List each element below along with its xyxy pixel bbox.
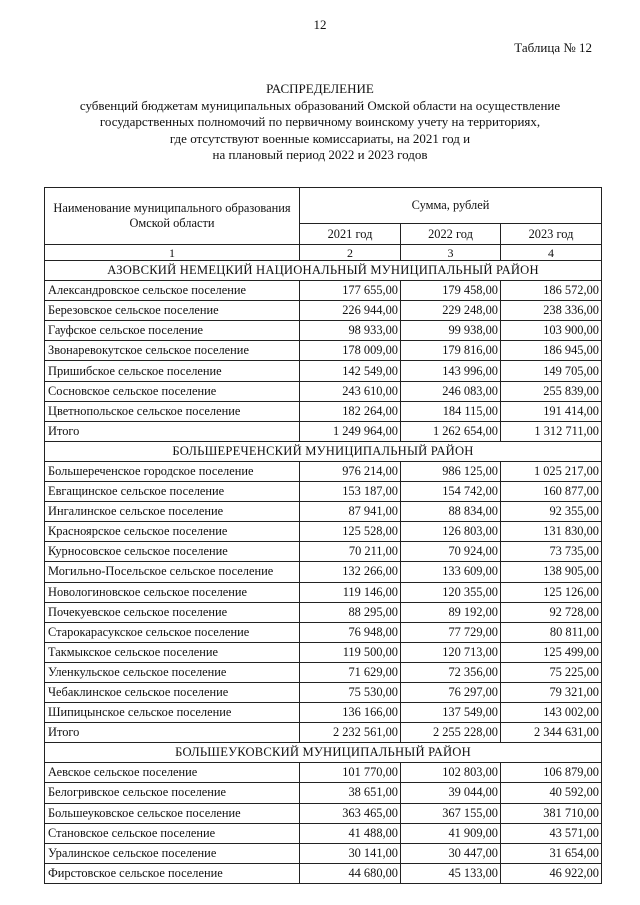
amount-cell: 44 680,00 bbox=[300, 863, 401, 883]
amount-cell: 119 146,00 bbox=[300, 582, 401, 602]
amount-cell: 191 414,00 bbox=[501, 401, 602, 421]
section-title: АЗОВСКИЙ НЕМЕЦКИЙ НАЦИОНАЛЬНЫЙ МУНИЦИПАЛЬНЫЙ РАЙОН bbox=[45, 261, 602, 281]
column-header-year: 2022 год bbox=[401, 224, 501, 245]
amount-cell: 132 266,00 bbox=[300, 562, 401, 582]
amount-cell: 70 924,00 bbox=[401, 542, 501, 562]
section-row bbox=[45, 441, 602, 461]
amount-cell: 73 735,00 bbox=[501, 542, 602, 562]
amount-cell: 92 728,00 bbox=[501, 602, 602, 622]
municipality-name: Гауфское сельское поселение bbox=[45, 321, 300, 341]
amount-cell: 1 249 964,00 bbox=[300, 421, 401, 441]
amount-cell: 72 356,00 bbox=[401, 662, 501, 682]
amount-cell: 1 025 217,00 bbox=[501, 461, 602, 481]
municipality-name: Итого bbox=[45, 421, 300, 441]
amount-cell: 125 499,00 bbox=[501, 642, 602, 662]
amount-cell: 88 295,00 bbox=[300, 602, 401, 622]
amount-cell: 143 002,00 bbox=[501, 703, 602, 723]
amount-cell: 125 126,00 bbox=[501, 582, 602, 602]
table-row bbox=[45, 301, 602, 321]
amount-cell: 126 803,00 bbox=[401, 522, 501, 542]
amount-cell: 178 009,00 bbox=[300, 341, 401, 361]
amount-cell: 71 629,00 bbox=[300, 662, 401, 682]
amount-cell: 75 530,00 bbox=[300, 682, 401, 702]
amount-cell: 76 297,00 bbox=[401, 682, 501, 702]
table-row bbox=[45, 522, 602, 542]
amount-cell: 101 770,00 bbox=[300, 763, 401, 783]
municipality-name: Большеуковское сельское поселение bbox=[45, 803, 300, 823]
municipality-name: Березовское сельское поселение bbox=[45, 301, 300, 321]
amount-cell: 70 211,00 bbox=[300, 542, 401, 562]
municipality-name: Итого bbox=[45, 723, 300, 743]
amount-cell: 30 141,00 bbox=[300, 843, 401, 863]
municipality-name: Почекуевское сельское поселение bbox=[45, 602, 300, 622]
column-header-year: 2023 год bbox=[501, 224, 602, 245]
amount-cell: 92 355,00 bbox=[501, 502, 602, 522]
amount-cell: 229 248,00 bbox=[401, 301, 501, 321]
amount-cell: 182 264,00 bbox=[300, 401, 401, 421]
table-row bbox=[45, 542, 602, 562]
amount-cell: 143 996,00 bbox=[401, 361, 501, 381]
municipality-name: Могильно-Посельское сельское поселение bbox=[45, 562, 300, 582]
document-title bbox=[0, 81, 640, 164]
municipality-name: Звонаревокутское сельское поселение bbox=[45, 341, 300, 361]
amount-cell: 79 321,00 bbox=[501, 682, 602, 702]
amount-cell: 119 500,00 bbox=[300, 642, 401, 662]
table-row bbox=[45, 703, 602, 723]
column-header-name: Наименование муниципального образования Омской области bbox=[45, 188, 300, 245]
table-row bbox=[45, 341, 602, 361]
title-line: где отсутствуют военные комиссариаты, на 2021 год и bbox=[169, 130, 471, 146]
table-row bbox=[45, 401, 602, 421]
amount-cell: 30 447,00 bbox=[401, 843, 501, 863]
total-row bbox=[45, 421, 602, 441]
amount-cell: 136 166,00 bbox=[300, 703, 401, 723]
amount-cell: 125 528,00 bbox=[300, 522, 401, 542]
table-row bbox=[45, 582, 602, 602]
municipality-name: Старокарасукское сельское поселение bbox=[45, 622, 300, 642]
amount-cell: 2 255 228,00 bbox=[401, 723, 501, 743]
amount-cell: 41 909,00 bbox=[401, 823, 501, 843]
municipality-name: Аевское сельское поселение bbox=[45, 763, 300, 783]
amount-cell: 120 355,00 bbox=[401, 582, 501, 602]
amount-cell: 149 705,00 bbox=[501, 361, 602, 381]
amount-cell: 39 044,00 bbox=[401, 783, 501, 803]
amount-cell: 1 262 654,00 bbox=[401, 421, 501, 441]
column-header-year: 2021 год bbox=[300, 224, 401, 245]
total-row bbox=[45, 723, 602, 743]
amount-cell: 2 344 631,00 bbox=[501, 723, 602, 743]
amount-cell: 986 125,00 bbox=[401, 461, 501, 481]
table-number: Таблица № 12 bbox=[514, 40, 592, 55]
municipality-name: Шипицынское сельское поселение bbox=[45, 703, 300, 723]
section-title: БОЛЬШЕУКОВСКИЙ МУНИЦИПАЛЬНЫЙ РАЙОН bbox=[45, 743, 602, 763]
amount-cell: 153 187,00 bbox=[300, 482, 401, 502]
amount-cell: 80 811,00 bbox=[501, 622, 602, 642]
municipality-name: Цветнопольское сельское поселение bbox=[45, 401, 300, 421]
table-row bbox=[45, 783, 602, 803]
column-index: 1 bbox=[45, 245, 300, 261]
amount-cell: 367 155,00 bbox=[401, 803, 501, 823]
amount-cell: 238 336,00 bbox=[501, 301, 602, 321]
municipality-name: Пришибское сельское поселение bbox=[45, 361, 300, 381]
table-row bbox=[45, 803, 602, 823]
amount-cell: 976 214,00 bbox=[300, 461, 401, 481]
municipality-name: Большереченское городское поселение bbox=[45, 461, 300, 481]
municipality-name: Красноярское сельское поселение bbox=[45, 522, 300, 542]
table-row bbox=[45, 863, 602, 883]
table-row bbox=[45, 502, 602, 522]
amount-cell: 103 900,00 bbox=[501, 321, 602, 341]
column-index: 3 bbox=[401, 245, 501, 261]
municipality-name: Евгащинское сельское поселение bbox=[45, 482, 300, 502]
municipality-name: Александровское сельское поселение bbox=[45, 281, 300, 301]
amount-cell: 243 610,00 bbox=[300, 381, 401, 401]
amount-cell: 133 609,00 bbox=[401, 562, 501, 582]
table-row bbox=[45, 843, 602, 863]
amount-cell: 98 933,00 bbox=[300, 321, 401, 341]
amount-cell: 46 922,00 bbox=[501, 863, 602, 883]
title-line: субвенций бюджетам муниципальных образований Омской области на осуществление bbox=[79, 97, 561, 113]
municipality-name: Уленкульское сельское поселение bbox=[45, 662, 300, 682]
municipality-name: Чебаклинское сельское поселение bbox=[45, 682, 300, 702]
table-body bbox=[45, 261, 602, 884]
amount-cell: 186 572,00 bbox=[501, 281, 602, 301]
amount-cell: 41 488,00 bbox=[300, 823, 401, 843]
amount-cell: 76 948,00 bbox=[300, 622, 401, 642]
municipality-name: Уралинское сельское поселение bbox=[45, 843, 300, 863]
title-line: на плановый период 2022 и 2023 годов bbox=[212, 147, 428, 162]
table-row bbox=[45, 361, 602, 381]
title-line: государственных полномочий по первичному воинскому учету на территориях, bbox=[99, 114, 541, 129]
table-row bbox=[45, 602, 602, 622]
table-row bbox=[45, 281, 602, 301]
amount-cell: 179 816,00 bbox=[401, 341, 501, 361]
amount-cell: 75 225,00 bbox=[501, 662, 602, 682]
table-row bbox=[45, 823, 602, 843]
amount-cell: 381 710,00 bbox=[501, 803, 602, 823]
table-row bbox=[45, 622, 602, 642]
amount-cell: 40 592,00 bbox=[501, 783, 602, 803]
amount-cell: 179 458,00 bbox=[401, 281, 501, 301]
table-row bbox=[45, 682, 602, 702]
amount-cell: 160 877,00 bbox=[501, 482, 602, 502]
column-header-sum: Сумма, рублей bbox=[300, 188, 602, 224]
amount-cell: 138 905,00 bbox=[501, 562, 602, 582]
amount-cell: 184 115,00 bbox=[401, 401, 501, 421]
amount-cell: 154 742,00 bbox=[401, 482, 501, 502]
municipality-name: Ингалинское сельское поселение bbox=[45, 502, 300, 522]
amount-cell: 106 879,00 bbox=[501, 763, 602, 783]
table-row bbox=[45, 381, 602, 401]
amount-cell: 137 549,00 bbox=[401, 703, 501, 723]
amount-cell: 87 941,00 bbox=[300, 502, 401, 522]
amount-cell: 99 938,00 bbox=[401, 321, 501, 341]
municipality-name: Новологиновское сельское поселение bbox=[45, 582, 300, 602]
section-title: БОЛЬШЕРЕЧЕНСКИЙ МУНИЦИПАЛЬНЫЙ РАЙОН bbox=[45, 441, 602, 461]
amount-cell: 45 133,00 bbox=[401, 863, 501, 883]
amount-cell: 89 192,00 bbox=[401, 602, 501, 622]
amount-cell: 363 465,00 bbox=[300, 803, 401, 823]
section-row bbox=[45, 743, 602, 763]
amount-cell: 38 651,00 bbox=[300, 783, 401, 803]
amount-cell: 2 232 561,00 bbox=[300, 723, 401, 743]
amount-cell: 142 549,00 bbox=[300, 361, 401, 381]
page-number: 12 bbox=[313, 17, 327, 32]
municipality-name: Становское сельское поселение bbox=[45, 823, 300, 843]
table-row bbox=[45, 662, 602, 682]
amount-cell: 102 803,00 bbox=[401, 763, 501, 783]
amount-cell: 186 945,00 bbox=[501, 341, 602, 361]
municipality-name: Фирстовское сельское поселение bbox=[45, 863, 300, 883]
amount-cell: 120 713,00 bbox=[401, 642, 501, 662]
amount-cell: 131 830,00 bbox=[501, 522, 602, 542]
column-index: 4 bbox=[501, 245, 602, 261]
municipality-name: Такмыкское сельское поселение bbox=[45, 642, 300, 662]
column-index: 2 bbox=[300, 245, 401, 261]
section-row bbox=[45, 261, 602, 281]
municipality-name: Сосновское сельское поселение bbox=[45, 381, 300, 401]
table-row bbox=[45, 482, 602, 502]
table-row bbox=[45, 321, 602, 341]
table-row bbox=[45, 461, 602, 481]
amount-cell: 43 571,00 bbox=[501, 823, 602, 843]
subsidy-table bbox=[44, 187, 602, 884]
municipality-name: Курносовское сельское поселение bbox=[45, 542, 300, 562]
table-row bbox=[45, 642, 602, 662]
amount-cell: 255 839,00 bbox=[501, 381, 602, 401]
title-heading: РАСПРЕДЕЛЕНИЕ bbox=[266, 81, 374, 96]
amount-cell: 88 834,00 bbox=[401, 502, 501, 522]
table-row bbox=[45, 562, 602, 582]
municipality-name: Белогривское сельское поселение bbox=[45, 783, 300, 803]
amount-cell: 246 083,00 bbox=[401, 381, 501, 401]
amount-cell: 177 655,00 bbox=[300, 281, 401, 301]
amount-cell: 31 654,00 bbox=[501, 843, 602, 863]
amount-cell: 226 944,00 bbox=[300, 301, 401, 321]
amount-cell: 77 729,00 bbox=[401, 622, 501, 642]
amount-cell: 1 312 711,00 bbox=[501, 421, 602, 441]
table-row bbox=[45, 763, 602, 783]
